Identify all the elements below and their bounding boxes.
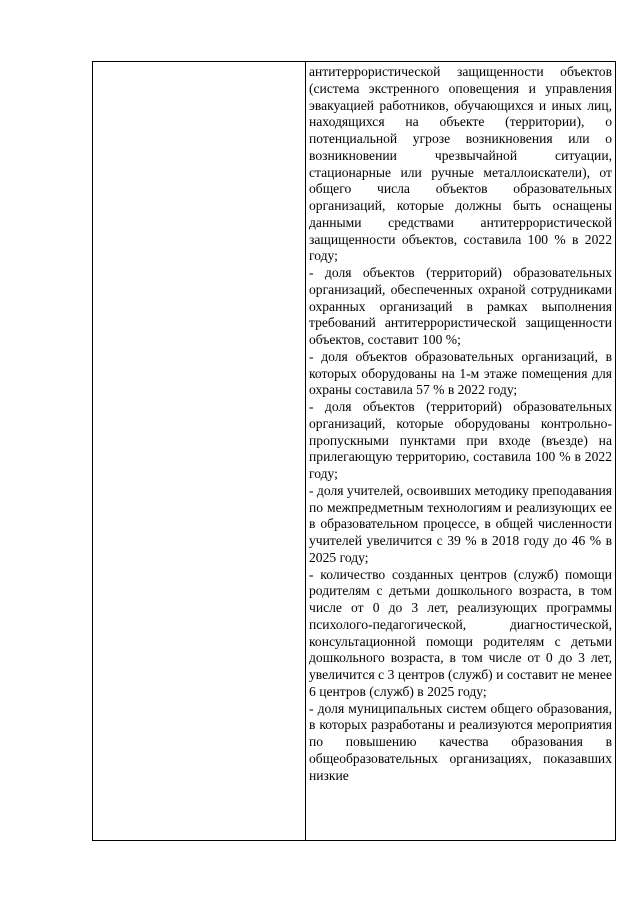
paragraph-teachers-methodology: - доля учителей, освоивших методику преподавания по межпредметным технологиям и реализующих ее в образовательном процессе, в общей численности учителей увеличится с 39 % в 2018 году до 46 % в 2025 году; xyxy=(309,482,612,565)
paragraph-education-quality: - доля муниципальных систем общего образования, в которых разработаны и реализуются мероприятия по повышению качества образования в общеобразовательных организациях, показавших низкие xyxy=(309,700,612,783)
paragraph-checkpoints: - доля объектов (территорий) образовательных организаций, которые оборудованы контрольно-пропускными пунктами при входе (въезде) на прилегающую территорию, составила 100 % в 2022 году; xyxy=(309,399,612,481)
paragraph-security-guards: - доля объектов (территорий) образовательных организаций, обеспеченных охраной сотрудниками охранных организаций в рамках выполнения требований антитеррористической защищенности объектов, составит 100 %; xyxy=(309,265,612,347)
paragraph-guard-rooms: - доля объектов образовательных организаций, в которых оборудованы на 1-м этаже помещения для охраны составила 57 % в 2022 году; xyxy=(309,348,612,398)
document-table xyxy=(92,61,616,841)
table-cell-right xyxy=(306,62,615,840)
paragraph-parent-support-centers: - количество созданных центров (служб) помощи родителям с детьми дошкольного возраста, в том числе от 0 до 3 лет, реализующих программы психолого-педагогической, диагностической, консультационной помощи родителям с детьми дошкольного возраста, в том числе от 0 до 3 лет, увеличится с 3 центров (служб) и составит не менее 6 центров (служб) в 2025 году; xyxy=(309,566,612,699)
paragraph-antiterror-equipment: антитеррористической защищенности объектов (система экстренного оповещения и управления эвакуацией работников, обучающихся и иных лиц, находящихся на объекте (территории), о потенциальной угрозе возникновения или о возникновении чрезвычайной ситуации, стационарные или ручные металлоискатели), от общего числа объектов образовательных организаций, которые должны быть оснащены данными средствами антитеррористической защищенности объектов, составила 100 % в 2022 году; xyxy=(309,64,612,264)
table-cell-left xyxy=(93,62,306,840)
